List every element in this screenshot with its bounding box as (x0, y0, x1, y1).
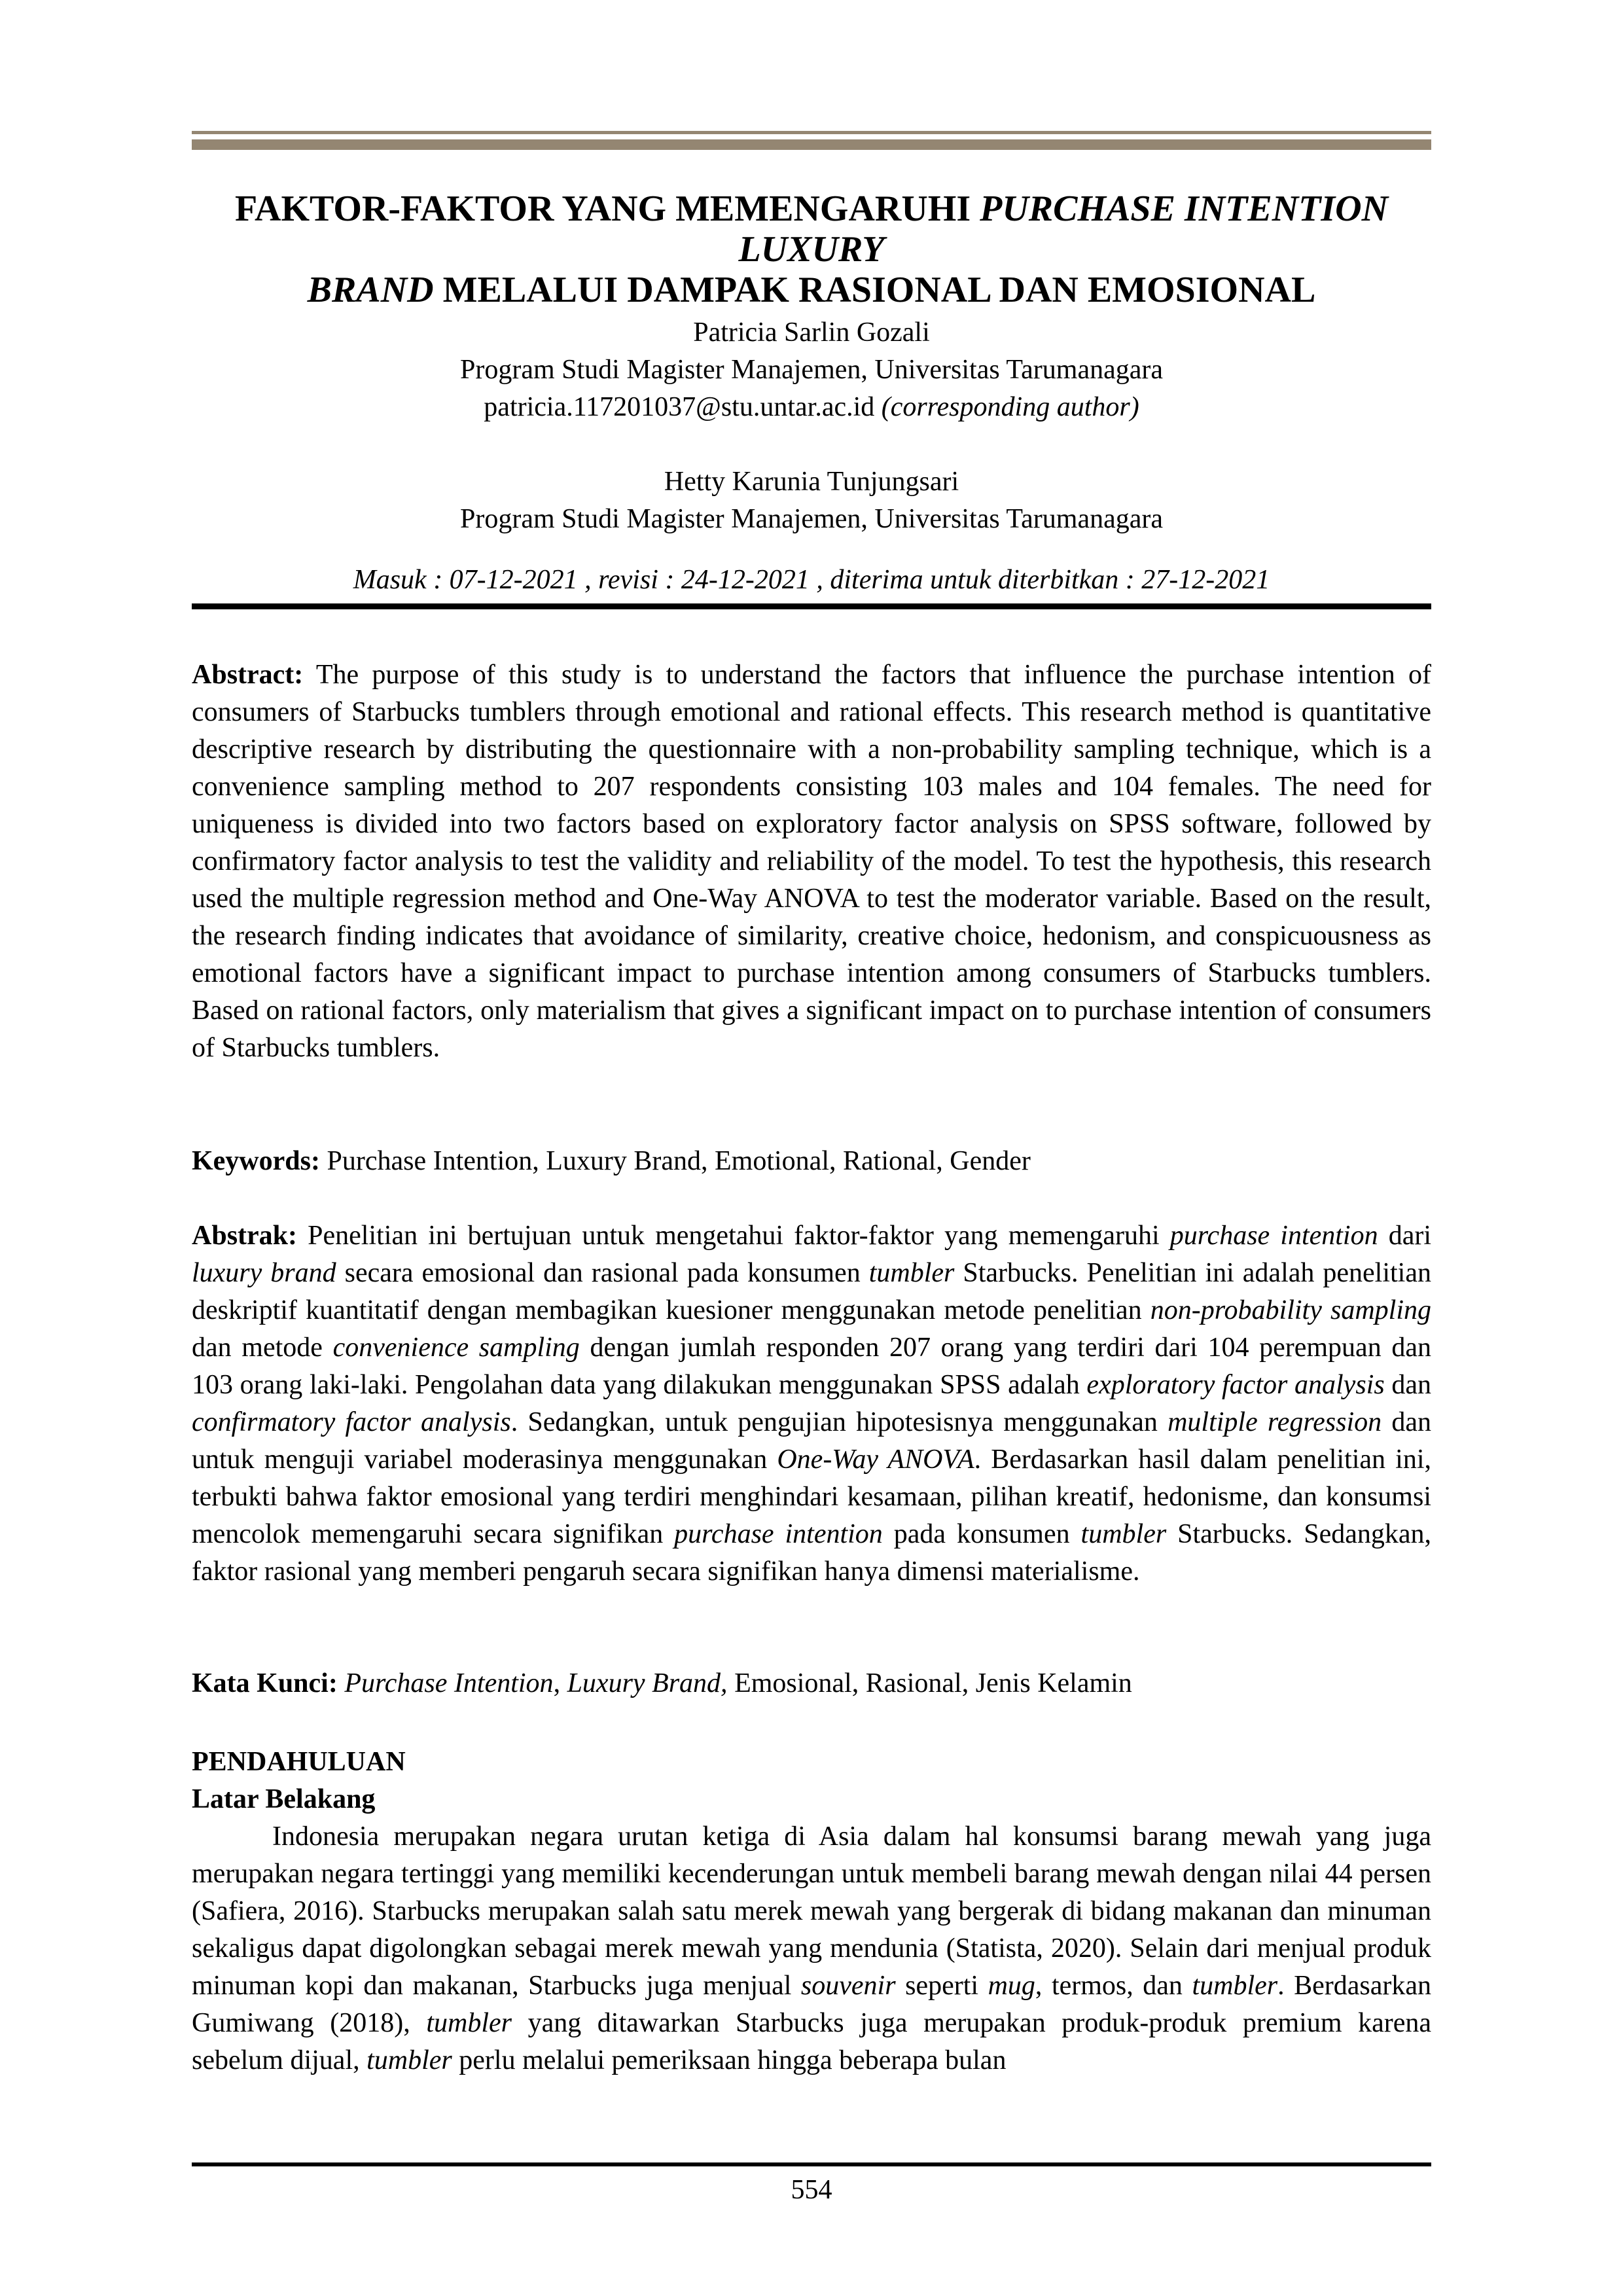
intro-paragraph: Indonesia merupakan negara urutan ketiga di Asia dalam hal konsumsi barang mewah yang juga merupakan negara tertinggi yang memiliki kecenderungan untuk membeli barang mewah dengan nilai 44 persen (Safiera, 2016). Starbucks merupakan salah satu merek mewah yang bergerak di bidang makanan dan minuman sekaligus dapat digolongkan sebagai merek mewah yang mendunia (Statista, 2020). Selain dari menjual produk minuman kopi dan makanan, Starbucks juga menjual souvenir seperti mug, termos, dan tumbler. Berdasarkan Gumiwang (2018), tumbler yang ditawarkan Starbucks juga merupakan produk-produk premium karena sebelum dijual, tumbler perlu melalui pemeriksaan hingga beberapa bulan (192, 1821, 1432, 2075)
author-email: patricia.117201037@stu.untar.ac.id (corresponding author) (484, 392, 1139, 422)
abstract-indonesian: Abstrak: Penelitian ini bertujuan untuk mengetahui faktor-faktor yang memengaruhi purchase intention dari luxury brand secara emosional dan rasional pada konsumen tumbler Starbucks. Penelitian ini adalah penelitian deskriptif kuantitatif dengan membagikan kuesioner menggunakan metode penelitian non-probability sampling dan metode convenience sampling dengan jumlah responden 207 orang yang terdiri dari 104 perempuan dan 103 orang laki-laki. Pengolahan data yang dilakukan menggunakan SPSS adalah exploratory factor analysis dan confirmatory factor analysis. Sedangkan, untuk pengujian hipotesisnya menggunakan multiple regression dan untuk menguji variabel moderasinya menggunakan One-Way ANOVA. Berdasarkan hasil dalam penelitian ini, terbukti bahwa faktor emosional yang terdiri menghindari kesamaan, pilihan kreatif, hedonisme, dan konsumsi mencolok memengaruhi secara signifikan purchase intention pada konsumen tumbler Starbucks. Sedangkan, faktor rasional yang memberi pengaruh secara signifikan hanya dimensi materialisme. (192, 1221, 1432, 1587)
footer-rule (192, 2162, 1431, 2166)
paper-title: FAKTOR-FAKTOR YANG MEMENGARUHI PURCHASE INTENTION LUXURY BRAND MELALUI DAMPAK RASIONAL DAN EMOSIONAL (234, 188, 1389, 310)
author-name: Patricia Sarlin Gozali (693, 317, 930, 348)
author-name: Hetty Karunia Tunjungsari (664, 467, 959, 497)
subsection-heading-latar-belakang: Latar Belakang (192, 1784, 376, 1814)
author-block-2 (192, 463, 1431, 538)
abstract-english: Abstract: The purpose of this study is to understand the factors that influence the purchase intention of consumers of Starbucks tumblers through emotional and rational effects. This research method is quantitative descriptive research by distributing the questionnaire with a non-probability sampling technique, which is a convenience sampling method to 207 respondents consisting 103 males and 104 females. The need for uniqueness is divided into two factors based on exploratory factor analysis on SPSS software, followed by confirmatory factor analysis to test the validity and reliability of the model. To test the hypothesis, this research used the multiple regression method and One-Way ANOVA to test the moderator variable. Based on the result, the research finding indicates that avoidance of similarity, creative choice, hedonism, and conspicuousness as emotional factors have a significant impact to purchase intention among consumers of Starbucks tumblers. Based on rational factors, only materialism that gives a significant impact on to purchase intention of consumers of Starbucks tumblers. (192, 660, 1431, 1063)
author-affiliation: Program Studi Magister Manajemen, Universitas Tarumanagara (460, 504, 1163, 534)
author-affiliation: Program Studi Magister Manajemen, Universitas Tarumanagara (460, 355, 1163, 385)
section-heading-pendahuluan: PENDAHULUAN (192, 1747, 406, 1777)
keywords-line: Keywords: Purchase Intention, Luxury Brand, Emotional, Rational, Gender (192, 1146, 1031, 1176)
header-divider-rule (192, 603, 1431, 609)
top-rule-thick (192, 139, 1431, 150)
submission-dates-line: Masuk : 07-12-2021 , revisi : 24-12-2021 , diterima untuk diterbitkan : 27-12-2021 (353, 565, 1270, 595)
top-rule-thin (192, 131, 1431, 134)
kata-kunci-line: Kata Kunci: Purchase Intention, Luxury Brand, Emosional, Rasional, Jenis Kelamin (192, 1668, 1132, 1698)
author-block-1 (192, 314, 1431, 426)
page-number: 554 (791, 2175, 832, 2205)
